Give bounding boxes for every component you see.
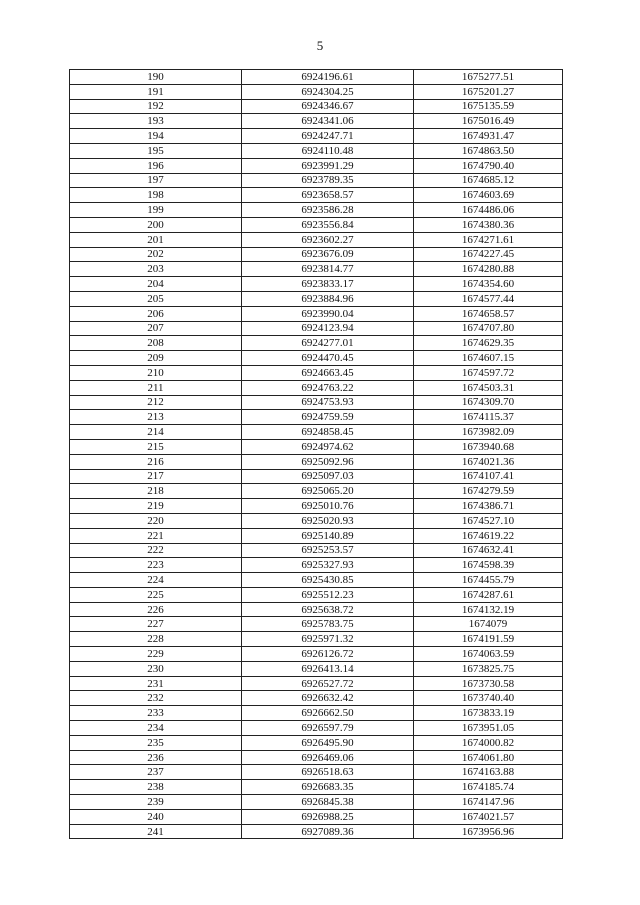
y-coordinate-cell: 1674577.44: [414, 291, 563, 306]
y-coordinate-cell: 1674185.74: [414, 780, 563, 795]
y-coordinate-cell: 1674658.57: [414, 306, 563, 321]
y-coordinate-cell: 1674527.10: [414, 513, 563, 528]
point-number-cell: 231: [70, 676, 242, 691]
y-coordinate-cell: 1675201.27: [414, 84, 563, 99]
y-coordinate-cell: 1674380.36: [414, 217, 563, 232]
table-row: [70, 469, 563, 484]
point-number-cell: 195: [70, 143, 242, 158]
x-coordinate-cell: 6925097.03: [242, 469, 414, 484]
x-coordinate-cell: 6923556.84: [242, 217, 414, 232]
x-coordinate-cell: 6925020.93: [242, 513, 414, 528]
x-coordinate-cell: 6927089.36: [242, 824, 414, 839]
point-number-cell: 218: [70, 484, 242, 499]
point-number-cell: 223: [70, 558, 242, 573]
table-row: [70, 676, 563, 691]
y-coordinate-cell: 1675277.51: [414, 70, 563, 85]
table-row: [70, 735, 563, 750]
x-coordinate-cell: 6926518.63: [242, 765, 414, 780]
y-coordinate-cell: 1674603.69: [414, 188, 563, 203]
table-row: [70, 247, 563, 262]
y-coordinate-cell: 1674455.79: [414, 573, 563, 588]
table-row: [70, 617, 563, 632]
point-number-cell: 205: [70, 291, 242, 306]
table-row: [70, 277, 563, 292]
point-number-cell: 221: [70, 528, 242, 543]
point-number-cell: 191: [70, 84, 242, 99]
x-coordinate-cell: 6924196.61: [242, 70, 414, 85]
x-coordinate-cell: 6924277.01: [242, 336, 414, 351]
point-number-cell: 224: [70, 573, 242, 588]
y-coordinate-cell: 1674279.59: [414, 484, 563, 499]
x-coordinate-cell: 6925638.72: [242, 602, 414, 617]
x-coordinate-cell: 6923884.96: [242, 291, 414, 306]
point-number-cell: 236: [70, 750, 242, 765]
table-row: [70, 528, 563, 543]
table-row: [70, 661, 563, 676]
point-number-cell: 214: [70, 425, 242, 440]
point-number-cell: 198: [70, 188, 242, 203]
table-row: [70, 425, 563, 440]
x-coordinate-cell: 6924974.62: [242, 439, 414, 454]
x-coordinate-cell: 6925092.96: [242, 454, 414, 469]
table-row: [70, 262, 563, 277]
x-coordinate-cell: 6924753.93: [242, 395, 414, 410]
x-coordinate-cell: 6925783.75: [242, 617, 414, 632]
y-coordinate-cell: 1674079: [414, 617, 563, 632]
x-coordinate-cell: 6926988.25: [242, 809, 414, 824]
x-coordinate-cell: 6925010.76: [242, 499, 414, 514]
point-number-cell: 237: [70, 765, 242, 780]
x-coordinate-cell: 6926413.14: [242, 661, 414, 676]
y-coordinate-cell: 1673740.40: [414, 691, 563, 706]
y-coordinate-cell: 1674147.96: [414, 795, 563, 810]
x-coordinate-cell: 6926632.42: [242, 691, 414, 706]
x-coordinate-cell: 6926597.79: [242, 721, 414, 736]
table-row: [70, 780, 563, 795]
table-row: [70, 706, 563, 721]
table-row: [70, 558, 563, 573]
y-coordinate-cell: 1674000.82: [414, 735, 563, 750]
table-row: [70, 691, 563, 706]
y-coordinate-cell: 1674597.72: [414, 365, 563, 380]
y-coordinate-cell: 1674287.61: [414, 587, 563, 602]
table-row: [70, 513, 563, 528]
x-coordinate-cell: 6924346.67: [242, 99, 414, 114]
point-number-cell: 200: [70, 217, 242, 232]
y-coordinate-cell: 1673730.58: [414, 676, 563, 691]
point-number-cell: 216: [70, 454, 242, 469]
x-coordinate-cell: 6924123.94: [242, 321, 414, 336]
point-number-cell: 226: [70, 602, 242, 617]
y-coordinate-cell: 1674191.59: [414, 632, 563, 647]
x-coordinate-cell: 6925327.93: [242, 558, 414, 573]
y-coordinate-cell: 1673956.96: [414, 824, 563, 839]
table-row: [70, 750, 563, 765]
x-coordinate-cell: 6925065.20: [242, 484, 414, 499]
y-coordinate-cell: 1674386.71: [414, 499, 563, 514]
x-coordinate-cell: 6926495.90: [242, 735, 414, 750]
point-number-cell: 228: [70, 632, 242, 647]
table-row: [70, 114, 563, 129]
x-coordinate-cell: 6924470.45: [242, 351, 414, 366]
table-row: [70, 573, 563, 588]
point-number-cell: 207: [70, 321, 242, 336]
y-coordinate-cell: 1674607.15: [414, 351, 563, 366]
x-coordinate-cell: 6925253.57: [242, 543, 414, 558]
point-number-cell: 229: [70, 647, 242, 662]
y-coordinate-cell: 1674271.61: [414, 232, 563, 247]
x-coordinate-cell: 6924304.25: [242, 84, 414, 99]
table-row: [70, 70, 563, 85]
table-row: [70, 188, 563, 203]
table-row: [70, 795, 563, 810]
table-row: [70, 321, 563, 336]
y-coordinate-cell: 1674619.22: [414, 528, 563, 543]
table-row: [70, 158, 563, 173]
x-coordinate-cell: 6923602.27: [242, 232, 414, 247]
y-coordinate-cell: 1674503.31: [414, 380, 563, 395]
table-row: [70, 410, 563, 425]
table-row: [70, 306, 563, 321]
x-coordinate-cell: 6926662.50: [242, 706, 414, 721]
point-number-cell: 210: [70, 365, 242, 380]
y-coordinate-cell: 1674354.60: [414, 277, 563, 292]
x-coordinate-cell: 6925512.23: [242, 587, 414, 602]
y-coordinate-cell: 1673940.68: [414, 439, 563, 454]
point-number-cell: 194: [70, 129, 242, 144]
y-coordinate-cell: 1674598.39: [414, 558, 563, 573]
x-coordinate-cell: 6925971.32: [242, 632, 414, 647]
x-coordinate-cell: 6923676.09: [242, 247, 414, 262]
y-coordinate-cell: 1674280.88: [414, 262, 563, 277]
point-number-cell: 233: [70, 706, 242, 721]
x-coordinate-cell: 6924663.45: [242, 365, 414, 380]
y-coordinate-cell: 1674227.45: [414, 247, 563, 262]
point-number-cell: 208: [70, 336, 242, 351]
point-number-cell: 215: [70, 439, 242, 454]
point-number-cell: 230: [70, 661, 242, 676]
y-coordinate-cell: 1673825.75: [414, 661, 563, 676]
y-coordinate-cell: 1674107.41: [414, 469, 563, 484]
x-coordinate-cell: 6926683.35: [242, 780, 414, 795]
point-number-cell: 219: [70, 499, 242, 514]
point-number-cell: 232: [70, 691, 242, 706]
y-coordinate-cell: 1674163.88: [414, 765, 563, 780]
point-number-cell: 204: [70, 277, 242, 292]
point-number-cell: 211: [70, 380, 242, 395]
table-row: [70, 203, 563, 218]
x-coordinate-cell: 6924763.22: [242, 380, 414, 395]
x-coordinate-cell: 6926126.72: [242, 647, 414, 662]
y-coordinate-cell: 1675016.49: [414, 114, 563, 129]
y-coordinate-cell: 1674061.80: [414, 750, 563, 765]
y-coordinate-cell: 1674063.59: [414, 647, 563, 662]
point-number-cell: 235: [70, 735, 242, 750]
table-row: [70, 809, 563, 824]
table-row: [70, 765, 563, 780]
x-coordinate-cell: 6924247.71: [242, 129, 414, 144]
y-coordinate-cell: 1674790.40: [414, 158, 563, 173]
y-coordinate-cell: 1674309.70: [414, 395, 563, 410]
y-coordinate-cell: 1674021.57: [414, 809, 563, 824]
x-coordinate-cell: 6924858.45: [242, 425, 414, 440]
x-coordinate-cell: 6926469.06: [242, 750, 414, 765]
y-coordinate-cell: 1674863.50: [414, 143, 563, 158]
y-coordinate-cell: 1673833.19: [414, 706, 563, 721]
y-coordinate-cell: 1673982.09: [414, 425, 563, 440]
point-number-cell: 222: [70, 543, 242, 558]
point-number-cell: 209: [70, 351, 242, 366]
y-coordinate-cell: 1674132.19: [414, 602, 563, 617]
x-coordinate-cell: 6923658.57: [242, 188, 414, 203]
y-coordinate-cell: 1674685.12: [414, 173, 563, 188]
point-number-cell: 196: [70, 158, 242, 173]
table-row: [70, 351, 563, 366]
x-coordinate-cell: 6924759.59: [242, 410, 414, 425]
coordinates-table: [69, 69, 563, 839]
point-number-cell: 217: [70, 469, 242, 484]
y-coordinate-cell: 1674115.37: [414, 410, 563, 425]
point-number-cell: 193: [70, 114, 242, 129]
point-number-cell: 203: [70, 262, 242, 277]
x-coordinate-cell: 6924341.06: [242, 114, 414, 129]
y-coordinate-cell: 1673951.05: [414, 721, 563, 736]
table-row: [70, 721, 563, 736]
point-number-cell: 202: [70, 247, 242, 262]
point-number-cell: 212: [70, 395, 242, 410]
point-number-cell: 225: [70, 587, 242, 602]
y-coordinate-cell: 1674707.80: [414, 321, 563, 336]
point-number-cell: 238: [70, 780, 242, 795]
point-number-cell: 241: [70, 824, 242, 839]
point-number-cell: 227: [70, 617, 242, 632]
page-number: 5: [316, 38, 324, 53]
point-number-cell: 206: [70, 306, 242, 321]
x-coordinate-cell: 6925140.89: [242, 528, 414, 543]
y-coordinate-cell: 1674632.41: [414, 543, 563, 558]
x-coordinate-cell: 6926845.38: [242, 795, 414, 810]
x-coordinate-cell: 6926527.72: [242, 676, 414, 691]
point-number-cell: 190: [70, 70, 242, 85]
y-coordinate-cell: 1674931.47: [414, 129, 563, 144]
point-number-cell: 199: [70, 203, 242, 218]
point-number-cell: 213: [70, 410, 242, 425]
table-row: [70, 484, 563, 499]
x-coordinate-cell: 6923586.28: [242, 203, 414, 218]
x-coordinate-cell: 6923991.29: [242, 158, 414, 173]
table-row: [70, 217, 563, 232]
x-coordinate-cell: 6924110.48: [242, 143, 414, 158]
table-row: [70, 84, 563, 99]
y-coordinate-cell: 1674486.06: [414, 203, 563, 218]
x-coordinate-cell: 6923814.77: [242, 262, 414, 277]
table-row: [70, 632, 563, 647]
x-coordinate-cell: 6925430.85: [242, 573, 414, 588]
table-row: [70, 291, 563, 306]
table-row: [70, 647, 563, 662]
point-number-cell: 234: [70, 721, 242, 736]
point-number-cell: 197: [70, 173, 242, 188]
table-row: [70, 232, 563, 247]
point-number-cell: 240: [70, 809, 242, 824]
y-coordinate-cell: 1674629.35: [414, 336, 563, 351]
table-row: [70, 602, 563, 617]
table-row: [70, 543, 563, 558]
table-row: [70, 173, 563, 188]
table-row: [70, 336, 563, 351]
x-coordinate-cell: 6923833.17: [242, 277, 414, 292]
coordinates-table-body: [70, 70, 563, 839]
table-row: [70, 380, 563, 395]
y-coordinate-cell: 1675135.59: [414, 99, 563, 114]
table-row: [70, 99, 563, 114]
point-number-cell: 192: [70, 99, 242, 114]
point-number-cell: 239: [70, 795, 242, 810]
table-row: [70, 395, 563, 410]
point-number-cell: 220: [70, 513, 242, 528]
table-row: [70, 824, 563, 839]
table-row: [70, 365, 563, 380]
table-row: [70, 129, 563, 144]
table-row: [70, 439, 563, 454]
point-number-cell: 201: [70, 232, 242, 247]
y-coordinate-cell: 1674021.36: [414, 454, 563, 469]
x-coordinate-cell: 6923789.35: [242, 173, 414, 188]
table-row: [70, 587, 563, 602]
x-coordinate-cell: 6923990.04: [242, 306, 414, 321]
table-row: [70, 454, 563, 469]
table-row: [70, 143, 563, 158]
table-row: [70, 499, 563, 514]
